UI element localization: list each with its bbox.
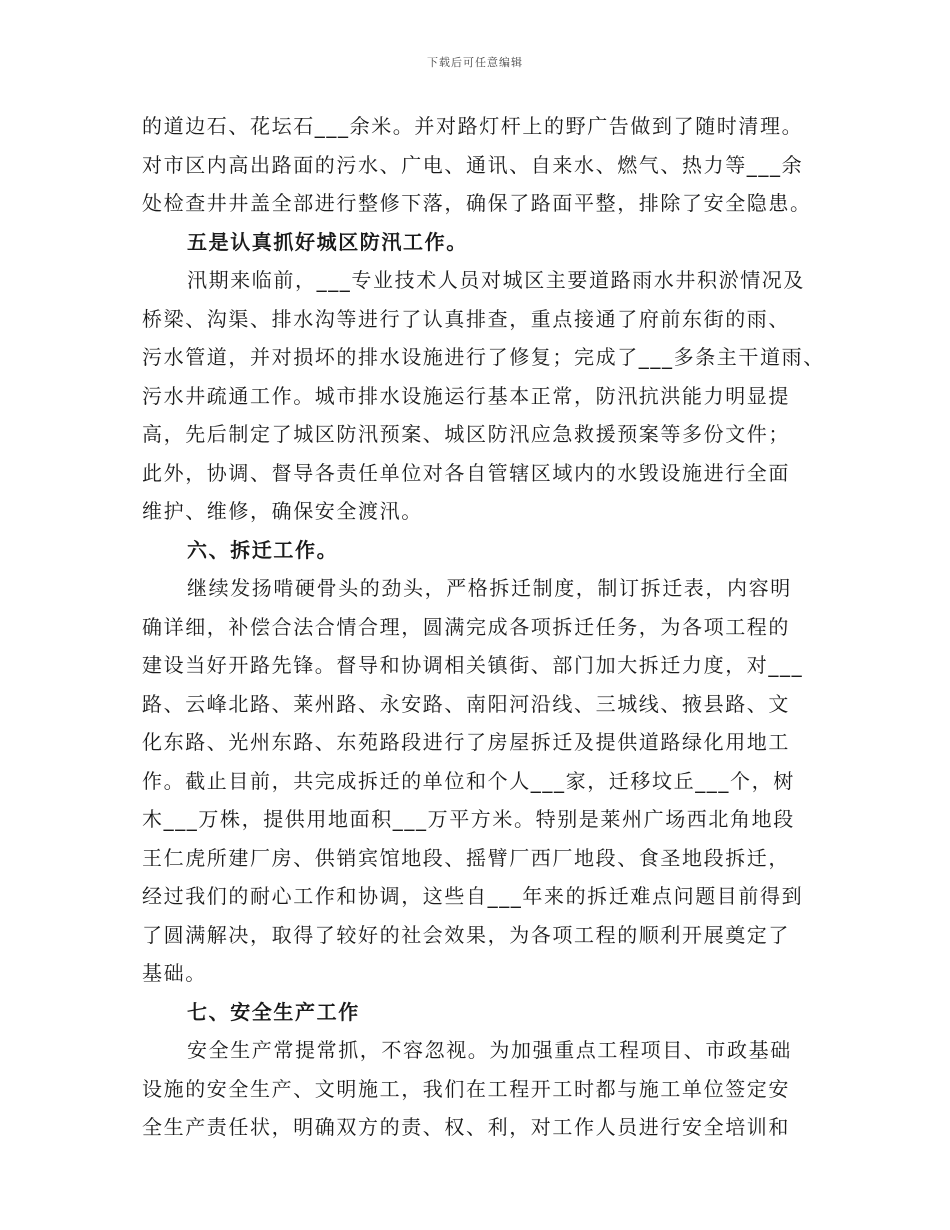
paragraph-line: 高，先后制定了城区防汛预案、城区防汛应急救援预案等多份文件； (142, 422, 790, 446)
paragraph-line: 污水井疏通工作。城市排水设施运行基本正常，防汛抗洪能力明显提 (142, 383, 790, 408)
paragraph-line: 基础。 (142, 961, 207, 985)
section-heading: 六、拆迁工作。 (187, 537, 339, 562)
section-heading: 五是认真抓好城区防汛工作。 (187, 229, 468, 254)
paragraph-line: 建设当好开路先锋。督导和协调相关镇街、部门加大拆迁力度，对___ (142, 653, 804, 677)
paragraph-line: 汛期来临前，___专业技术人员对城区主要道路雨水井积淤情况及 (187, 268, 805, 292)
section-heading: 七、安全生产工作 (187, 999, 360, 1024)
paragraph-line: 路、云峰北路、莱州路、永安路、南阳河沿线、三城线、掖县路、文 (142, 691, 790, 716)
page-header: 下载后可任意编辑 (427, 56, 523, 69)
paragraph-line: 作。截止目前，共完成拆迁的单位和个人___家，迁移坟丘___个，树 (142, 768, 795, 793)
paragraph-line: 安全生产常提常抓，不容忽视。为加强重点工程项目、市政基础 (187, 1038, 792, 1062)
paragraph-line: 王仁虎所建厂房、供销宾馆地段、摇臂厂西厂地段、食圣地段拆迁， (142, 845, 790, 870)
paragraph-line: 对市区内高出路面的污水、广电、通讯、自来水、燃气、热力等___余 (142, 152, 804, 177)
paragraph-line: 污水管道，并对损坏的排水设施进行了修复；完成了___多条主干道雨、 (142, 345, 825, 369)
paragraph-line: 经过我们的耐心工作和协调，这些自___年来的拆迁难点问题目前得到 (142, 884, 804, 908)
paragraph-line: 此外，协调、督导各责任单位对各自管辖区域内的水毁设施进行全面 (142, 460, 790, 485)
paragraph-line: 处检查井井盖全部进行整修下落，确保了路面平整，排除了安全隐患。 (142, 191, 812, 215)
paragraph-line: 了圆满解决，取得了较好的社会效果，为各项工程的顺利开展奠定了 (142, 922, 790, 947)
paragraph-line: 设施的安全生产、文明施工，我们在工程开工时都与施工单位签定安 (142, 1076, 790, 1101)
paragraph-line: 的道边石、花坛石___余米。并对路灯杆上的野广告做到了随时清理。 (142, 114, 804, 138)
paragraph-line: 木___万株，提供用地面积___万平方米。特别是莱州广场西北角地段 (142, 807, 795, 831)
paragraph-line: 全生产责任状，明确双方的责、权、利，对工作人员进行安全培训和 (142, 1115, 790, 1139)
paragraph-line: 化东路、光州东路、东苑路段进行了房屋拆迁及提供道路绿化用地工 (142, 730, 790, 754)
paragraph-line: 桥梁、沟渠、排水沟等进行了认真排查，重点接通了府前东街的雨、 (142, 306, 790, 331)
paragraph-line: 维护、维修，确保安全渡汛。 (142, 499, 423, 523)
paragraph-line: 确详细，补偿合法合情合理，圆满完成各项拆迁任务，为各项工程的 (142, 614, 790, 639)
paragraph-line: 继续发扬啃硬骨头的劲头，严格拆迁制度，制订拆迁表，内容明 (187, 576, 792, 600)
